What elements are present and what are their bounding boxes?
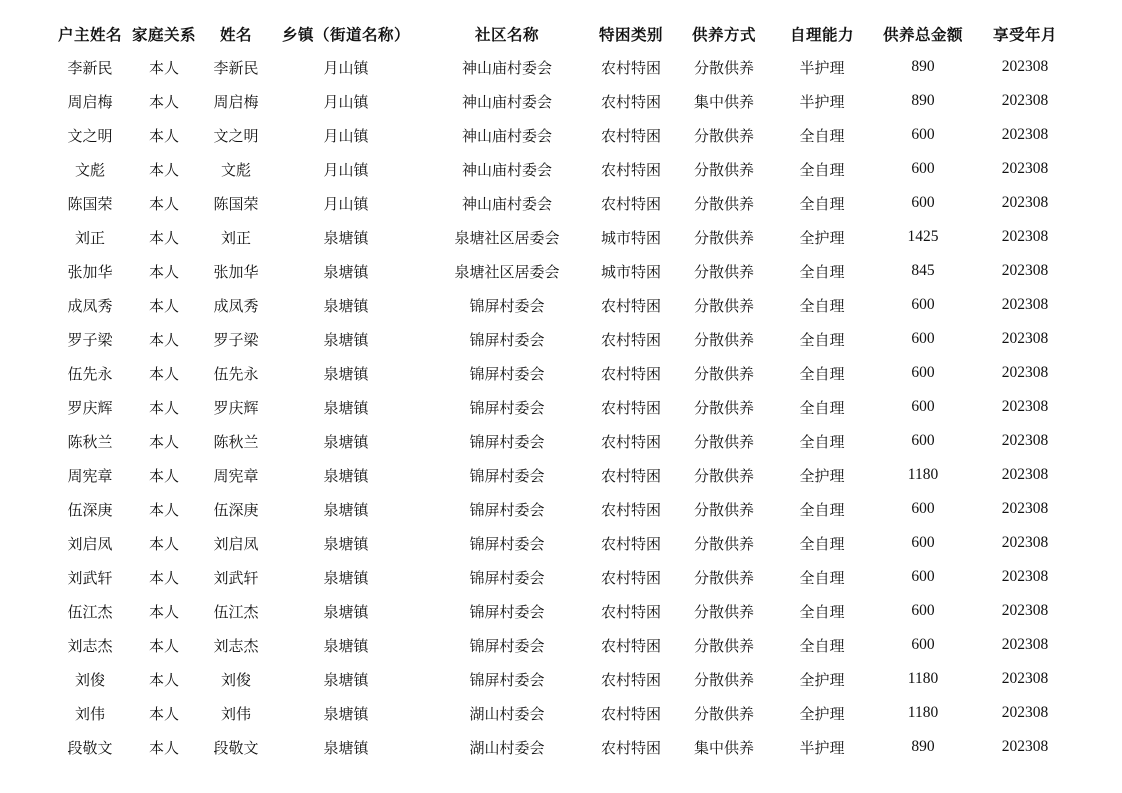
table-row xyxy=(53,186,1069,220)
self-care-cell: 全自理 xyxy=(799,500,845,519)
category-cell: 农村特困 xyxy=(600,636,661,655)
family-relation-cell: 本人 xyxy=(148,534,179,553)
family-relation-cell: 本人 xyxy=(148,704,179,723)
family-relation-cell: 本人 xyxy=(148,432,179,451)
support-mode-cell: 分散供养 xyxy=(693,262,754,281)
family-relation-cell: 本人 xyxy=(148,670,179,689)
township-cell: 泉塘镇 xyxy=(323,602,369,621)
township-cell: 泉塘镇 xyxy=(323,738,369,757)
family-relation-cell: 本人 xyxy=(148,364,179,383)
family-relation-cell: 本人 xyxy=(148,160,179,179)
householder-name-cell: 伍深庚 xyxy=(67,500,113,519)
table-row xyxy=(53,220,1069,254)
family-relation-cell: 本人 xyxy=(148,262,179,281)
name-cell: 陈秋兰 xyxy=(213,432,259,451)
name-cell: 周宪章 xyxy=(213,466,259,485)
family-relation-cell: 本人 xyxy=(148,126,179,145)
community-cell: 神山庙村委会 xyxy=(461,92,552,111)
name-cell: 刘武轩 xyxy=(213,568,259,587)
householder-name-cell: 罗庆辉 xyxy=(67,398,113,417)
support-mode-cell: 集中供养 xyxy=(693,92,754,111)
month-cell: 202308 xyxy=(1001,126,1049,143)
total-amount-cell: 600 xyxy=(911,568,935,585)
support-mode-cell: 分散供养 xyxy=(693,364,754,383)
name-cell: 李新民 xyxy=(213,58,259,77)
category-cell: 农村特困 xyxy=(600,92,661,111)
table-row xyxy=(53,390,1069,424)
householder-name-cell: 刘武轩 xyxy=(67,568,113,587)
table-row xyxy=(53,288,1069,322)
month-cell: 202308 xyxy=(1001,228,1049,245)
family-relation-cell: 本人 xyxy=(148,602,179,621)
column-header-householder-name: 户主姓名 xyxy=(57,26,122,44)
community-cell: 湖山村委会 xyxy=(469,704,545,723)
assistance-roster-table xyxy=(53,18,1069,764)
township-cell: 泉塘镇 xyxy=(323,296,369,315)
support-mode-cell: 分散供养 xyxy=(693,568,754,587)
total-amount-cell: 1425 xyxy=(907,228,939,245)
total-amount-cell: 600 xyxy=(911,398,935,415)
community-cell: 锦屏村委会 xyxy=(469,398,545,417)
self-care-cell: 半护理 xyxy=(799,92,845,111)
township-cell: 月山镇 xyxy=(323,194,369,213)
column-header-total-amount: 供养总金额 xyxy=(882,26,963,44)
householder-name-cell: 成凤秀 xyxy=(67,296,113,315)
householder-name-cell: 伍江杰 xyxy=(67,602,113,621)
support-mode-cell: 分散供养 xyxy=(693,670,754,689)
self-care-cell: 全自理 xyxy=(799,398,845,417)
community-cell: 神山庙村委会 xyxy=(461,160,552,179)
township-cell: 泉塘镇 xyxy=(323,262,369,281)
category-cell: 农村特困 xyxy=(600,704,661,723)
category-cell: 农村特困 xyxy=(600,296,661,315)
township-cell: 泉塘镇 xyxy=(323,228,369,247)
month-cell: 202308 xyxy=(1001,432,1049,449)
support-mode-cell: 分散供养 xyxy=(693,126,754,145)
community-cell: 锦屏村委会 xyxy=(469,364,545,383)
township-cell: 月山镇 xyxy=(323,126,369,145)
month-cell: 202308 xyxy=(1001,160,1049,177)
support-mode-cell: 分散供养 xyxy=(693,296,754,315)
total-amount-cell: 600 xyxy=(911,160,935,177)
name-cell: 伍深庚 xyxy=(213,500,259,519)
township-cell: 泉塘镇 xyxy=(323,636,369,655)
table-row xyxy=(53,560,1069,594)
self-care-cell: 全自理 xyxy=(799,296,845,315)
householder-name-cell: 罗子梁 xyxy=(67,330,113,349)
name-cell: 文彪 xyxy=(220,160,251,179)
month-cell: 202308 xyxy=(1001,398,1049,415)
table-row xyxy=(53,424,1069,458)
community-cell: 锦屏村委会 xyxy=(469,466,545,485)
community-cell: 泉塘社区居委会 xyxy=(454,228,560,247)
householder-name-cell: 伍先永 xyxy=(67,364,113,383)
table-row xyxy=(53,118,1069,152)
self-care-cell: 全自理 xyxy=(799,432,845,451)
township-cell: 泉塘镇 xyxy=(323,670,369,689)
name-cell: 周启梅 xyxy=(213,92,259,111)
family-relation-cell: 本人 xyxy=(148,568,179,587)
self-care-cell: 全自理 xyxy=(799,160,845,179)
column-header-community: 社区名称 xyxy=(474,26,539,44)
family-relation-cell: 本人 xyxy=(148,330,179,349)
self-care-cell: 全自理 xyxy=(799,126,845,145)
self-care-cell: 全自理 xyxy=(799,602,845,621)
total-amount-cell: 600 xyxy=(911,500,935,517)
name-cell: 刘志杰 xyxy=(213,636,259,655)
category-cell: 农村特困 xyxy=(600,432,661,451)
table-row xyxy=(53,662,1069,696)
self-care-cell: 全护理 xyxy=(799,670,845,689)
community-cell: 湖山村委会 xyxy=(469,738,545,757)
community-cell: 锦屏村委会 xyxy=(469,636,545,655)
community-cell: 神山庙村委会 xyxy=(461,58,552,77)
total-amount-cell: 890 xyxy=(911,738,935,755)
township-cell: 泉塘镇 xyxy=(323,364,369,383)
total-amount-cell: 1180 xyxy=(907,704,939,721)
total-amount-cell: 600 xyxy=(911,602,935,619)
support-mode-cell: 分散供养 xyxy=(693,602,754,621)
category-cell: 农村特困 xyxy=(600,126,661,145)
category-cell: 农村特困 xyxy=(600,364,661,383)
table-row xyxy=(53,322,1069,356)
householder-name-cell: 刘俊 xyxy=(74,670,105,689)
name-cell: 文之明 xyxy=(213,126,259,145)
month-cell: 202308 xyxy=(1001,568,1049,585)
family-relation-cell: 本人 xyxy=(148,58,179,77)
name-cell: 刘俊 xyxy=(220,670,251,689)
self-care-cell: 全护理 xyxy=(799,704,845,723)
family-relation-cell: 本人 xyxy=(148,194,179,213)
name-cell: 罗子梁 xyxy=(213,330,259,349)
community-cell: 锦屏村委会 xyxy=(469,568,545,587)
total-amount-cell: 600 xyxy=(911,636,935,653)
table-body xyxy=(53,50,1069,764)
total-amount-cell: 600 xyxy=(911,432,935,449)
self-care-cell: 全自理 xyxy=(799,194,845,213)
community-cell: 锦屏村委会 xyxy=(469,330,545,349)
self-care-cell: 全护理 xyxy=(799,228,845,247)
column-header-category: 特困类别 xyxy=(598,26,663,44)
self-care-cell: 半护理 xyxy=(799,738,845,757)
householder-name-cell: 刘志杰 xyxy=(67,636,113,655)
name-cell: 段敬文 xyxy=(213,738,259,757)
support-mode-cell: 分散供养 xyxy=(693,58,754,77)
table-row xyxy=(53,628,1069,662)
support-mode-cell: 分散供养 xyxy=(693,704,754,723)
category-cell: 农村特困 xyxy=(600,670,661,689)
name-cell: 成凤秀 xyxy=(213,296,259,315)
community-cell: 泉塘社区居委会 xyxy=(454,262,560,281)
month-cell: 202308 xyxy=(1001,364,1049,381)
support-mode-cell: 分散供养 xyxy=(693,432,754,451)
table-row xyxy=(53,594,1069,628)
category-cell: 农村特困 xyxy=(600,602,661,621)
month-cell: 202308 xyxy=(1001,500,1049,517)
total-amount-cell: 600 xyxy=(911,194,935,211)
householder-name-cell: 文之明 xyxy=(67,126,113,145)
table-row xyxy=(53,696,1069,730)
table-row xyxy=(53,356,1069,390)
month-cell: 202308 xyxy=(1001,466,1049,483)
township-cell: 月山镇 xyxy=(323,58,369,77)
total-amount-cell: 1180 xyxy=(907,466,939,483)
month-cell: 202308 xyxy=(1001,704,1049,721)
table-row xyxy=(53,254,1069,288)
table-row xyxy=(53,84,1069,118)
householder-name-cell: 李新民 xyxy=(67,58,113,77)
column-header-support-mode: 供养方式 xyxy=(691,26,756,44)
table-row xyxy=(53,50,1069,84)
family-relation-cell: 本人 xyxy=(148,500,179,519)
township-cell: 泉塘镇 xyxy=(323,500,369,519)
householder-name-cell: 段敬文 xyxy=(67,738,113,757)
support-mode-cell: 分散供养 xyxy=(693,398,754,417)
name-cell: 罗庆辉 xyxy=(213,398,259,417)
name-cell: 伍先永 xyxy=(213,364,259,383)
month-cell: 202308 xyxy=(1001,636,1049,653)
householder-name-cell: 刘正 xyxy=(74,228,105,247)
table-row xyxy=(53,492,1069,526)
name-cell: 刘启凤 xyxy=(213,534,259,553)
column-header-month: 享受年月 xyxy=(992,26,1057,44)
total-amount-cell: 845 xyxy=(911,262,935,279)
category-cell: 农村特困 xyxy=(600,534,661,553)
self-care-cell: 全自理 xyxy=(799,534,845,553)
community-cell: 锦屏村委会 xyxy=(469,534,545,553)
table-row xyxy=(53,730,1069,764)
support-mode-cell: 分散供养 xyxy=(693,330,754,349)
self-care-cell: 全自理 xyxy=(799,636,845,655)
category-cell: 农村特困 xyxy=(600,568,661,587)
column-header-township: 乡镇（街道名称） xyxy=(281,26,410,44)
family-relation-cell: 本人 xyxy=(148,398,179,417)
family-relation-cell: 本人 xyxy=(148,636,179,655)
total-amount-cell: 600 xyxy=(911,296,935,313)
family-relation-cell: 本人 xyxy=(148,738,179,757)
category-cell: 农村特困 xyxy=(600,194,661,213)
category-cell: 农村特困 xyxy=(600,160,661,179)
community-cell: 锦屏村委会 xyxy=(469,296,545,315)
township-cell: 泉塘镇 xyxy=(323,568,369,587)
total-amount-cell: 890 xyxy=(911,92,935,109)
householder-name-cell: 陈秋兰 xyxy=(67,432,113,451)
community-cell: 神山庙村委会 xyxy=(461,194,552,213)
column-header-name: 姓名 xyxy=(219,26,252,44)
category-cell: 城市特困 xyxy=(600,228,661,247)
total-amount-cell: 600 xyxy=(911,126,935,143)
self-care-cell: 半护理 xyxy=(799,58,845,77)
month-cell: 202308 xyxy=(1001,58,1049,75)
column-header-self-care: 自理能力 xyxy=(789,26,854,44)
category-cell: 农村特困 xyxy=(600,500,661,519)
support-mode-cell: 分散供养 xyxy=(693,500,754,519)
name-cell: 陈国荣 xyxy=(213,194,259,213)
category-cell: 农村特困 xyxy=(600,330,661,349)
table-row xyxy=(53,526,1069,560)
category-cell: 农村特困 xyxy=(600,738,661,757)
township-cell: 月山镇 xyxy=(323,160,369,179)
support-mode-cell: 分散供养 xyxy=(693,228,754,247)
support-mode-cell: 分散供养 xyxy=(693,194,754,213)
householder-name-cell: 文彪 xyxy=(74,160,105,179)
support-mode-cell: 分散供养 xyxy=(693,466,754,485)
name-cell: 张加华 xyxy=(213,262,259,281)
category-cell: 农村特困 xyxy=(600,398,661,417)
householder-name-cell: 刘伟 xyxy=(74,704,105,723)
total-amount-cell: 600 xyxy=(911,534,935,551)
category-cell: 农村特困 xyxy=(600,58,661,77)
total-amount-cell: 600 xyxy=(911,330,935,347)
township-cell: 泉塘镇 xyxy=(323,398,369,417)
self-care-cell: 全自理 xyxy=(799,568,845,587)
support-mode-cell: 分散供养 xyxy=(693,534,754,553)
month-cell: 202308 xyxy=(1001,602,1049,619)
name-cell: 伍江杰 xyxy=(213,602,259,621)
community-cell: 锦屏村委会 xyxy=(469,500,545,519)
total-amount-cell: 1180 xyxy=(907,670,939,687)
month-cell: 202308 xyxy=(1001,738,1049,755)
month-cell: 202308 xyxy=(1001,330,1049,347)
month-cell: 202308 xyxy=(1001,92,1049,109)
support-mode-cell: 分散供养 xyxy=(693,636,754,655)
self-care-cell: 全自理 xyxy=(799,364,845,383)
month-cell: 202308 xyxy=(1001,670,1049,687)
householder-name-cell: 陈国荣 xyxy=(67,194,113,213)
family-relation-cell: 本人 xyxy=(148,92,179,111)
category-cell: 城市特困 xyxy=(600,262,661,281)
family-relation-cell: 本人 xyxy=(148,228,179,247)
township-cell: 泉塘镇 xyxy=(323,466,369,485)
table-row xyxy=(53,152,1069,186)
name-cell: 刘伟 xyxy=(220,704,251,723)
name-cell: 刘正 xyxy=(220,228,251,247)
month-cell: 202308 xyxy=(1001,194,1049,211)
householder-name-cell: 张加华 xyxy=(67,262,113,281)
township-cell: 泉塘镇 xyxy=(323,432,369,451)
month-cell: 202308 xyxy=(1001,534,1049,551)
township-cell: 泉塘镇 xyxy=(323,534,369,553)
self-care-cell: 全自理 xyxy=(799,262,845,281)
community-cell: 神山庙村委会 xyxy=(461,126,552,145)
column-header-family-relation: 家庭关系 xyxy=(131,26,196,44)
householder-name-cell: 周启梅 xyxy=(67,92,113,111)
total-amount-cell: 890 xyxy=(911,58,935,75)
householder-name-cell: 周宪章 xyxy=(67,466,113,485)
family-relation-cell: 本人 xyxy=(148,296,179,315)
table-header-row xyxy=(53,18,1069,50)
total-amount-cell: 600 xyxy=(911,364,935,381)
month-cell: 202308 xyxy=(1001,262,1049,279)
support-mode-cell: 集中供养 xyxy=(693,738,754,757)
family-relation-cell: 本人 xyxy=(148,466,179,485)
householder-name-cell: 刘启凤 xyxy=(67,534,113,553)
support-mode-cell: 分散供养 xyxy=(693,160,754,179)
community-cell: 锦屏村委会 xyxy=(469,432,545,451)
self-care-cell: 全护理 xyxy=(799,466,845,485)
community-cell: 锦屏村委会 xyxy=(469,602,545,621)
township-cell: 泉塘镇 xyxy=(323,330,369,349)
self-care-cell: 全自理 xyxy=(799,330,845,349)
township-cell: 月山镇 xyxy=(323,92,369,111)
community-cell: 锦屏村委会 xyxy=(469,670,545,689)
category-cell: 农村特困 xyxy=(600,466,661,485)
month-cell: 202308 xyxy=(1001,296,1049,313)
table-row xyxy=(53,458,1069,492)
township-cell: 泉塘镇 xyxy=(323,704,369,723)
